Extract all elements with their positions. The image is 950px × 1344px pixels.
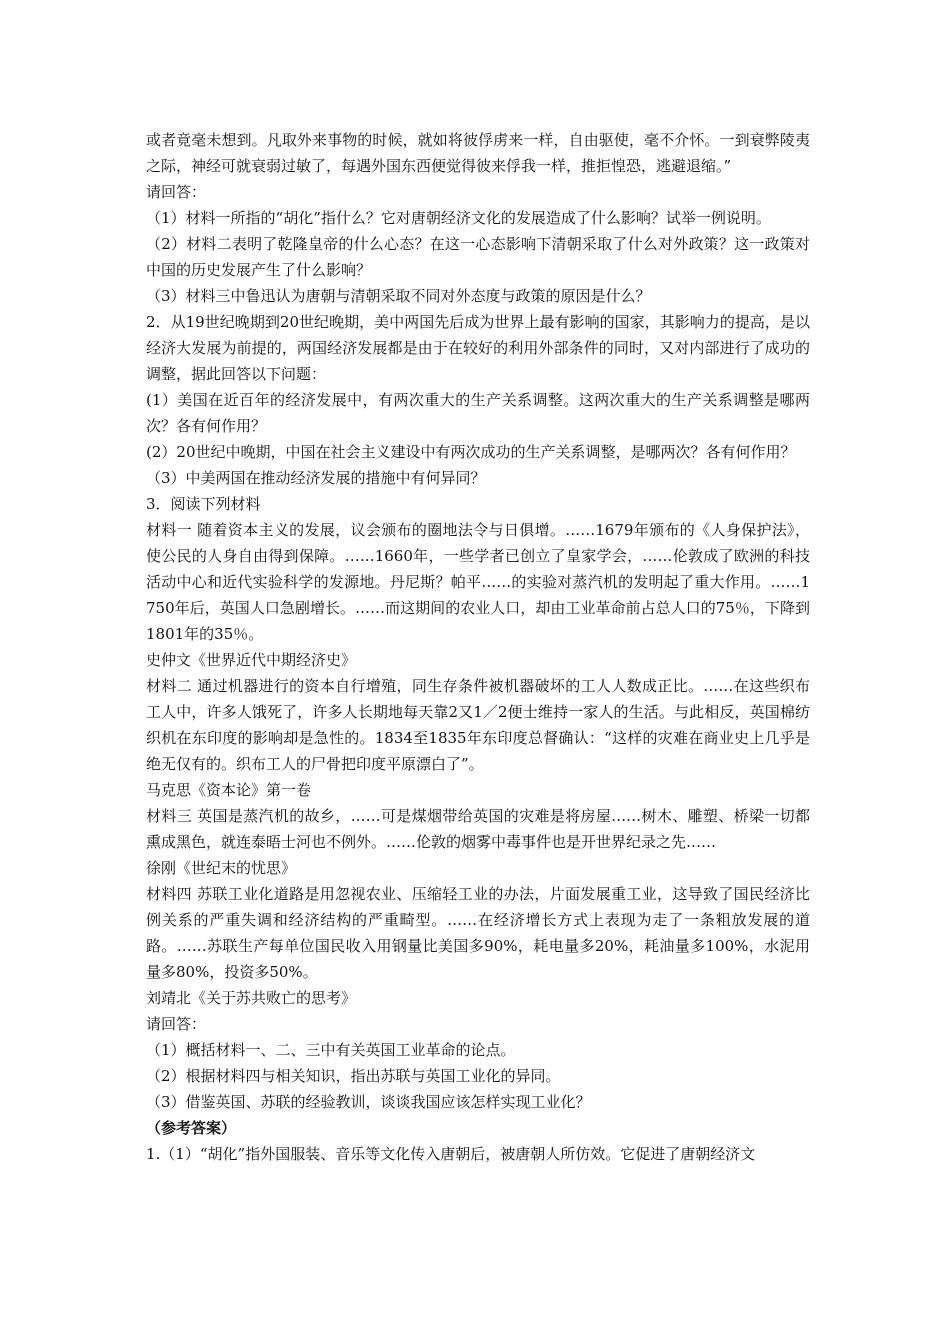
- question-heading: 2．从19世纪晚期到20世纪晚期，美中两国先后成为世界上最有影响的国家，其影响力的提高，是以经济大发展为前提的，两国经济发展都是由于在较好的利用外部条件的同时，又对内部进行了成功的调整，据此回答以下问题：: [146, 313, 810, 383]
- question-item: （3）中美两国在推动经济发展的措施中有何异同？: [146, 469, 486, 487]
- question-item: （3）材料三中鲁迅认为唐朝与清朝采取不同对外态度与政策的原因是什么？: [146, 287, 651, 305]
- material-paragraph: 材料二 通过机器进行的资本自行增殖，同生存条件被机器破坏的工人人数成正比。……在这些织布工人中，许多人饿死了，许多人长期地每天靠2又1／2便士维持一家人的生活。与此相反，英国棉纺织机在东印度的影响却是急性的。1834至1835年东印度总督确认：“这样的灾难在商业史上几乎是绝无仅有的。织布工人的尸骨把印度平原漂白了”。: [146, 677, 810, 773]
- question-item: （3）借鉴英国、苏联的经验教训，谈谈我国应该怎样实现工业化？: [146, 1093, 591, 1111]
- question-item: (2）20世纪中晚期，中国在社会主义建设中有两次成功的生产关系调整，是哪两次？各有何作用？: [146, 443, 796, 461]
- material-source: 刘靖北《关于苏共败亡的思考》: [146, 989, 357, 1007]
- answer-heading: （参考答案）: [146, 1119, 237, 1137]
- question-item: （2）根据材料四与相关知识，指出苏联与英国工业化的异同。: [146, 1067, 561, 1085]
- question-item: （2）材料二表明了乾隆皇帝的什么心态？在这一心态影响下清朝采取了什么对外政策？这一政策对中国的历史发展产生了什么影响？: [146, 235, 810, 279]
- question-item: （1）概括材料一、二、三中有关英国工业革命的论点。: [146, 1041, 516, 1059]
- answer-paragraph: 1.（1）“胡化”指外国服装、音乐等文化传入唐朝后，被唐朝人所仿效。它促进了唐朝经济文: [146, 1145, 756, 1163]
- text-paragraph: 请回答：: [146, 1015, 207, 1033]
- text-paragraph: 或者竟毫未想到。凡取外来事物的时候，就如将彼俘虏来一样，自由驱使，毫不介怀。一到衰弊陵夷之际，神经可就衰弱过敏了，每遇外国东西便觉得彼来俘我一样，推拒惶恐，逃避退缩。”: [146, 131, 810, 175]
- document-page: [146, 127, 810, 1167]
- material-source: 徐刚《世纪末的忧思》: [146, 859, 297, 877]
- material-source: 史仲文《世界近代中期经济史》: [146, 651, 357, 669]
- material-paragraph: 材料一 随着资本主义的发展，议会颁布的圈地法令与日俱增。……1679年颁布的《人身保护法》，使公民的人身自由得到保障。……1660年，一些学者已创立了皇家学会，……伦敦成了欧洲的科技活动中心和近代实验科学的发源地。丹尼斯？帕平……的实验对蒸汽机的发明起了重大作用。……1750年后，英国人口急剧增长。……而这期间的农业人口，却由工业革命前占总人口的75％，下降到1801年的35％。: [146, 521, 810, 643]
- material-paragraph: 材料三 英国是蒸汽机的故乡，……可是煤烟带给英国的灾难是将房屋……树木、雕塑、桥梁一切都熏成黑色，就连泰晤士河也不例外。……伦敦的烟雾中毒事件也是开世界纪录之先……: [146, 807, 810, 851]
- question-heading: 3．阅读下列材料: [146, 495, 261, 513]
- material-source: 马克思《资本论》第一卷: [146, 781, 312, 799]
- question-item: (1）美国在近百年的经济发展中，有两次重大的生产关系调整。这两次重大的生产关系调整是哪两次？各有何作用？: [146, 391, 810, 435]
- material-paragraph: 材料四 苏联工业化道路是用忽视农业、压缩轻工业的办法，片面发展重工业，这导致了国民经济比例关系的严重失调和经济结构的严重畸型。……在经济增长方式上表现为走了一条粗放发展的道路。……苏联生产每单位国民收入用钢量比美国多90%，耗电量多20%，耗油量多100%，水泥用量多80%，投资多50%。: [146, 885, 810, 981]
- text-paragraph: 请回答：: [146, 183, 207, 201]
- question-item: （1）材料一所指的“胡化”指什么？它对唐朝经济文化的发展造成了什么影响？试举一例说明。: [146, 209, 771, 227]
